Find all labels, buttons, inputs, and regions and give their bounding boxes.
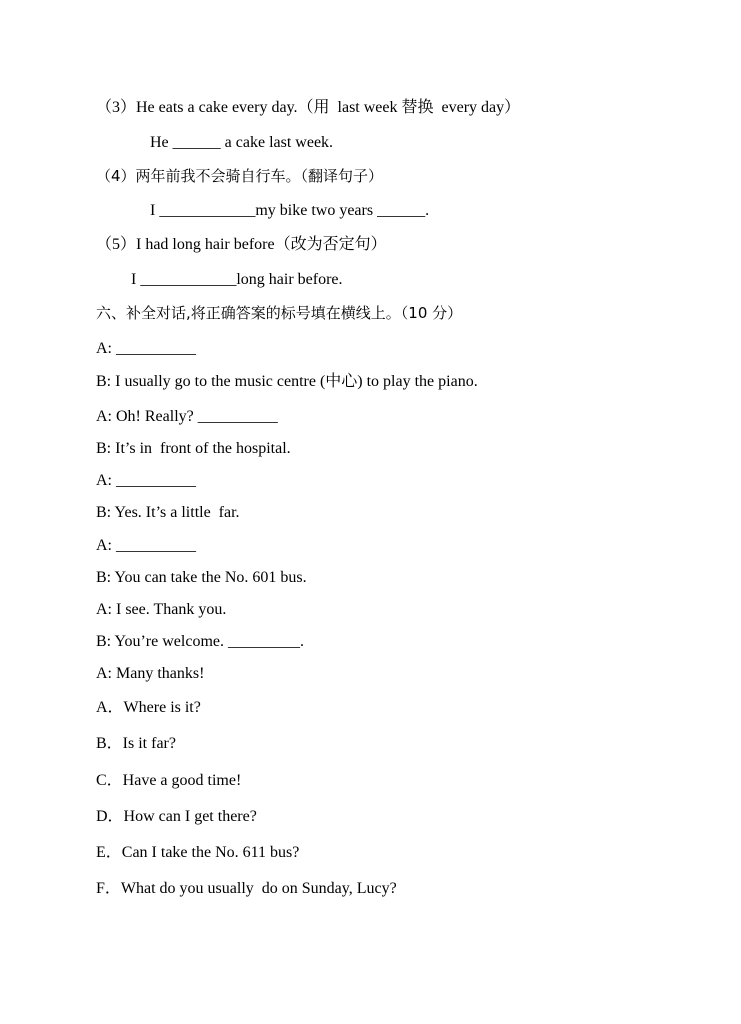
option-d: D．How can I get there? xyxy=(96,808,257,825)
question-4-prompt: （4）两年前我不会骑自行车。（翻译句子） xyxy=(96,167,384,185)
question-4-answer-line: I ____________my bike two years ______. xyxy=(150,202,430,219)
dialogue-line: B: I usually go to the music centre (中心) to play the piano. xyxy=(96,373,478,390)
option-a: A．Where is it? xyxy=(96,699,201,716)
dialogue-line: B: You’re welcome. _________. xyxy=(96,633,304,650)
dialogue-line: A: __________ xyxy=(96,340,196,357)
section-6-heading: 六、补全对话,将正确答案的标号填在横线上。（10 分） xyxy=(96,304,463,322)
option-e: E．Can I take the No. 611 bus? xyxy=(96,844,300,861)
dialogue-line: A: Oh! Really? __________ xyxy=(96,408,278,425)
dialogue-line: B: Yes. It’s a little far. xyxy=(96,504,240,521)
dialogue-line: A: I see. Thank you. xyxy=(96,601,227,618)
dialogue-line: A: __________ xyxy=(96,537,196,554)
dialogue-line: A: __________ xyxy=(96,472,196,489)
option-c: C．Have a good time! xyxy=(96,772,242,789)
dialogue-line: B: It’s in front of the hospital. xyxy=(96,440,291,457)
question-3-prompt: （3）He eats a cake every day.（用 last week 替换 every day） xyxy=(96,99,521,116)
option-f: F．What do you usually do on Sunday, Lucy? xyxy=(96,880,397,897)
dialogue-line: B: You can take the No. 601 bus. xyxy=(96,569,307,586)
question-5-answer-line: I ____________long hair before. xyxy=(131,271,343,288)
question-5-prompt: （5）I had long hair before（改为否定句） xyxy=(96,236,387,253)
question-3-answer-line: He ______ a cake last week. xyxy=(150,134,334,151)
option-b: B．Is it far? xyxy=(96,735,176,752)
dialogue-line: A: Many thanks! xyxy=(96,665,205,682)
